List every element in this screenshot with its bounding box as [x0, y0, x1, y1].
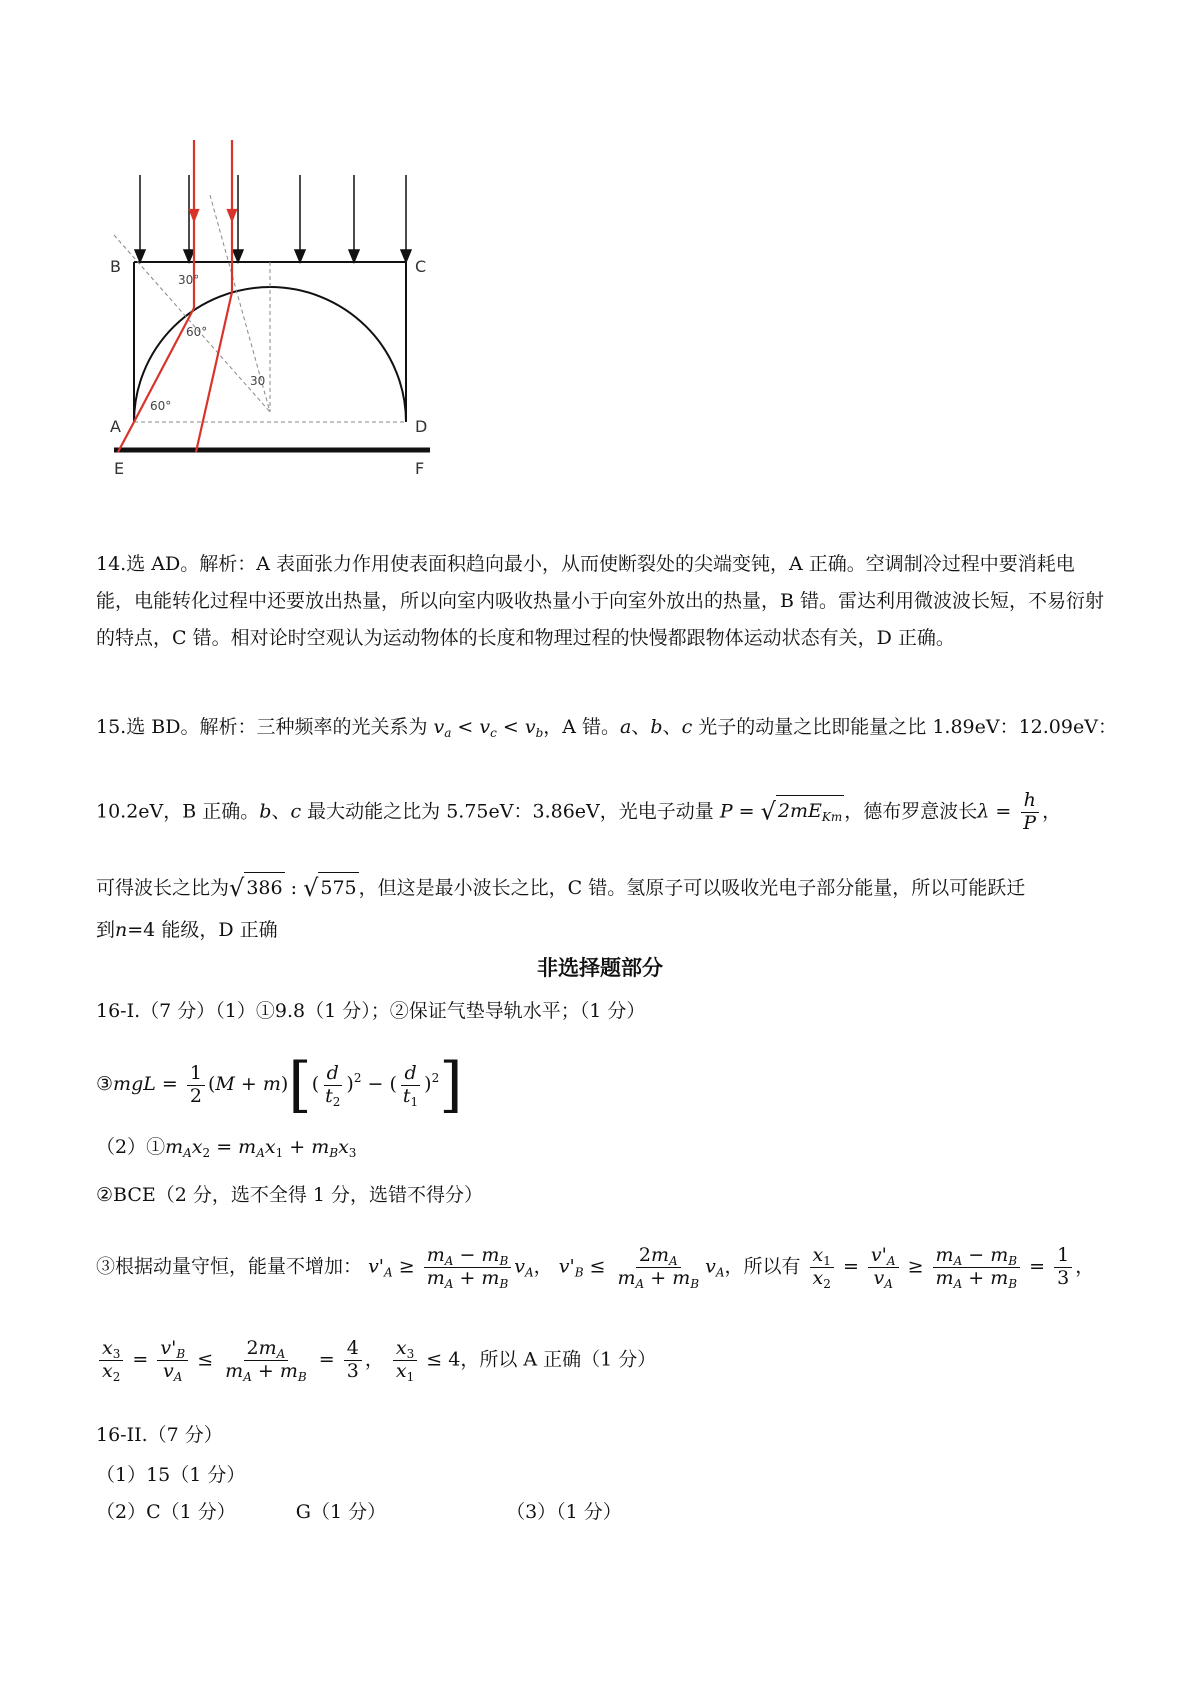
section-heading: 非选择题部分 — [537, 956, 663, 980]
point-label-c: C — [415, 257, 427, 276]
point-label-f: F — [415, 459, 425, 478]
angle-label: 30° — [178, 273, 200, 287]
answer-15-line4: 到n=4 能级，D 正确 — [96, 919, 278, 941]
answer-16-ii-1: （1）15（1 分） — [96, 1464, 246, 1486]
answer-16-momentum: $(2)①m_Ax_2 = m_Ax_1 + m_Bx_3$ — [96, 1136, 357, 1160]
angle-label: 60° — [150, 399, 172, 413]
optics-diagram — [110, 140, 470, 520]
point-label-d: D — [415, 417, 428, 436]
answer-16-ii: 16-II.（7 分） — [96, 1424, 223, 1446]
answer-15-line1: 15.选 BD。解析：三种频率的光关系为 $v_a < v_c < v_b$，A 错。a、b、c 光子的动量之比即能量之比 1.89eV：12.09eV： — [96, 716, 1117, 740]
answer-16-bce: ②BCE（2 分，选不全得 1 分，选错不得分） — [96, 1184, 484, 1206]
answer-16-ratio: $\frac{x_3}{x_2}$ = $\frac{v'_B}{v_A}$ ≤ $\frac{2m_A}{m_A + m_B}$ = $\frac{4}{3}$ ， $\frac{x_3}{x_1}$ ≤ 4，所以 A 正确（1 分） — [96, 1338, 656, 1383]
angle-label: 30 — [250, 374, 266, 388]
point-label-e: E — [114, 459, 125, 478]
point-label-b: B — [110, 257, 121, 276]
answer-16-ii-2: （2）C（1 分） G（1 分） （3）（1 分） — [96, 1501, 622, 1523]
answer-15-line3: 可得波长之比为√ 386 : √ 575 ，但这是最小波长之比，C 错。氢原子可以吸收光电子部分能量，所以可能跃迁 — [96, 874, 1026, 902]
answer-16-inequality: ③根据动量守恒，能量不增加： $v'_A$ ≥ $\frac{m_A - m_B}{m_A + m_B}$ $v_A$， $v'_B$ ≤ $\frac{2m_A}{m_A + m_B}$ $v_A$，所以有 $\frac{x_1}{x_2}$ = $\frac{v'_A}{v_A}$ ≥ $\frac{m_A - m_B}{m_A + m_B}$ = $\frac{1}{3}$ ， — [96, 1244, 1095, 1291]
answer-16-1: 16-I.（7 分）（1）①9.8（1 分）；②保证气垫导轨水平；（1 分） — [96, 1000, 646, 1022]
answer-16-formula: ③mgL = $\frac{1}{2}$ (M + m)[( $\frac{d}{t_2}$ )$^2$ − ( $\frac{d}{t_1}$ )$^2$] — [96, 1050, 463, 1120]
answer-14: 14.选 AD。解析：A 表面张力作用使表面积趋向最小，从而使断裂处的尖端变钝，A 正确。空调制冷过程中要消耗电能，电能转化过程中还要放出热量，所以向室内吸收热量小于向室外放出的热量，B 错。雷达利用微波波长短，不易衍射的特点，C 错。相对论时空观认为运动物体的长度和物理过程的快慢都跟物体运动状态有关，D 正确。 — [96, 553, 1105, 649]
angle-label: 60° — [186, 325, 208, 339]
point-label-a: A — [110, 417, 121, 436]
incident-arrows — [135, 175, 411, 262]
answer-15-line2: 10.2eV，B 正确。b、c 最大动能之比为 5.75eV：3.86eV，光电子动量 P = √ $2mE_{Km}$ ，德布罗意波长λ = $\frac{h}{P}$ ， — [96, 789, 1062, 834]
